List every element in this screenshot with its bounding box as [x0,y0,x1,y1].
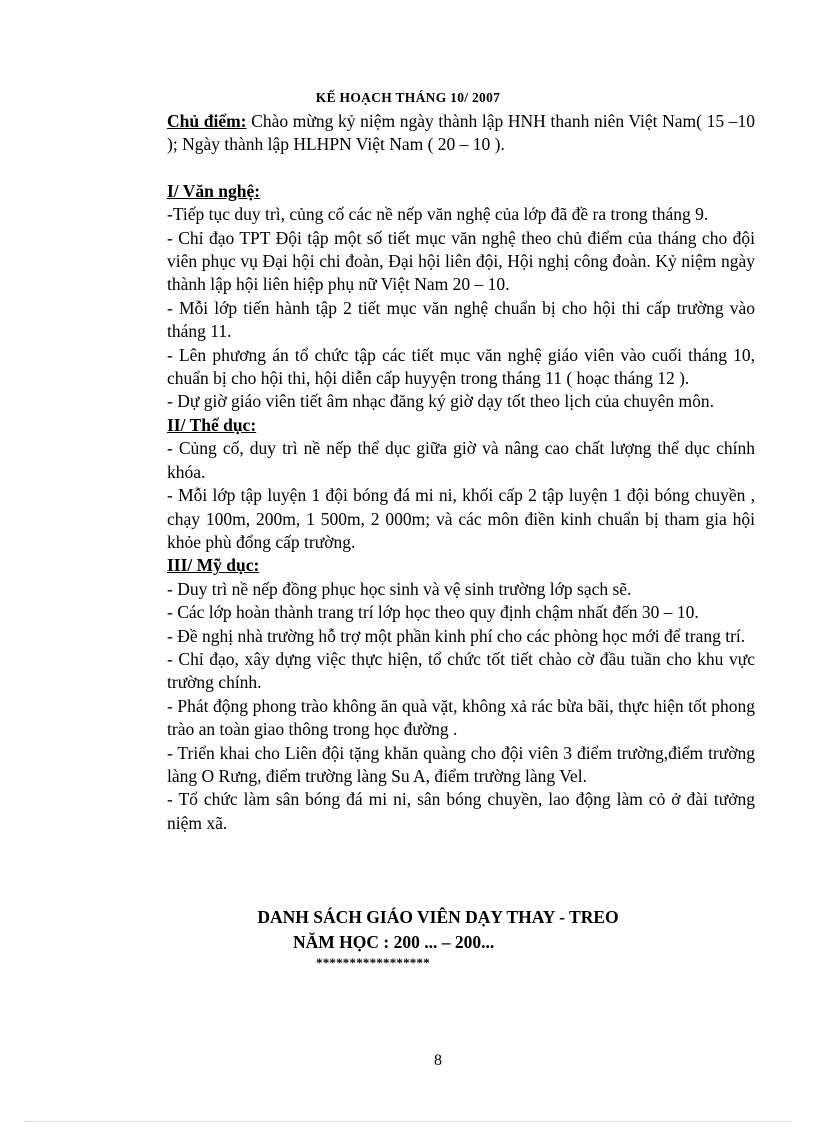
stars-divider: ***************** [316,955,430,970]
section-heading-van-nghe: I/ Văn nghệ: [167,180,261,201]
list-item: - Dự giờ giáo viên tiết âm nhạc đăng ký giờ dạy tốt theo lịch của chuyên môn. [167,391,715,412]
theme-paragraph [167,110,755,157]
plan-body [167,110,755,835]
list-item: - Chỉ đạo, xây dựng việc thực hiện, tổ chức tốt tiết chào cờ đầu tuần cho khu vực trường chính. [167,648,755,693]
plan-title: KẾ HOẠCH THÁNG 10/ 2007 [315,90,501,105]
list-item: - Phát động phong trào không ăn quà vặt, không xả rác bừa bãi, thực hiện tốt phong trào an toàn giao thông trong học đường . [167,695,755,740]
list-item: - Duy trì nề nếp đồng phục học sinh và vệ sinh trường lớp sạch sẽ. [167,578,632,599]
page-number: 8 [434,1052,442,1069]
list-item: - Tổ chức làm sân bóng đá mi ni, sân bóng chuyền, lao động làm cỏ ở đài tưởng niệm xã. [167,789,755,833]
list-item: - Đề nghị nhà trường hỗ trợ một phần kinh phí cho các phòng học mới để trang trí. [167,625,746,646]
list-item: -Tiếp tục duy trì, củng cố các nề nếp văn nghệ của lớp đã đề ra trong tháng 9. [167,204,709,225]
page-border-dotted [24,1121,792,1122]
list-item: - Triển khai cho Liên đội tặng khăn quàng cho đội viên 3 điểm trường,điểm trường làng O Rưng, điểm trường làng Su A, điểm trường làng Vel. [167,742,755,786]
list-item: - Mỗi lớp tiến hành tập 2 tiết mục văn nghệ chuẩn bị cho hội thi cấp trường vào tháng 11. [167,297,755,342]
list-item: - Chỉ đạo TPT Đội tập một số tiết mục văn nghệ theo chủ điểm của tháng cho đội viên phục vụ Đại hội chi đoàn, Đại hội liên đội, Hội nghị công đoàn. Kỷ niệm ngày thành lập hội liên hiệp phụ nữ Việt Nam 20 – 10. [167,227,755,295]
section-heading-my-duc: III/ Mỹ dục: [167,555,260,576]
spacer [167,157,755,180]
list-item: - Các lớp hoàn thành trang trí lớp học theo quy định chậm nhất đến 30 – 10. [167,602,699,623]
section-heading-the-duc: II/ Thể dục: [167,414,257,435]
list-item: - Lên phương án tổ chức tập các tiết mục văn nghệ giáo viên vào cuối tháng 10, chuẩn bị cho hội thi, hội diễn cấp huyyện trong tháng 11 ( hoạc tháng 12 ). [167,344,755,389]
list-item: - Mỗi lớp tập luyện 1 đội bóng đá mi ni, khối cấp 2 tập luyện 1 đội bóng chuyền , chạy 100m, 200m, 1 500m, 2 000m; và các môn điền kinh chuẩn bị tham gia hội khỏe phù đổng cấp trường. [167,485,755,552]
list-item: - Củng cố, duy trì nề nếp thể dục giữa giờ và nâng cao chất lượng thể dục chính khóa. [167,438,755,482]
teacher-list-title: DANH SÁCH GIÁO VIÊN DẠY THAY - TREO [257,907,619,927]
school-year: NĂM HỌC : 200 ... – 200... [293,932,495,952]
theme-text: Chào mừng kỷ niệm ngày thành lập HNH thanh niên Việt Nam( 15 –10 ); Ngày thành lập HLHPN Việt Nam ( 20 – 10 ). [167,111,755,155]
theme-label: Chủ điểm: [167,111,247,131]
